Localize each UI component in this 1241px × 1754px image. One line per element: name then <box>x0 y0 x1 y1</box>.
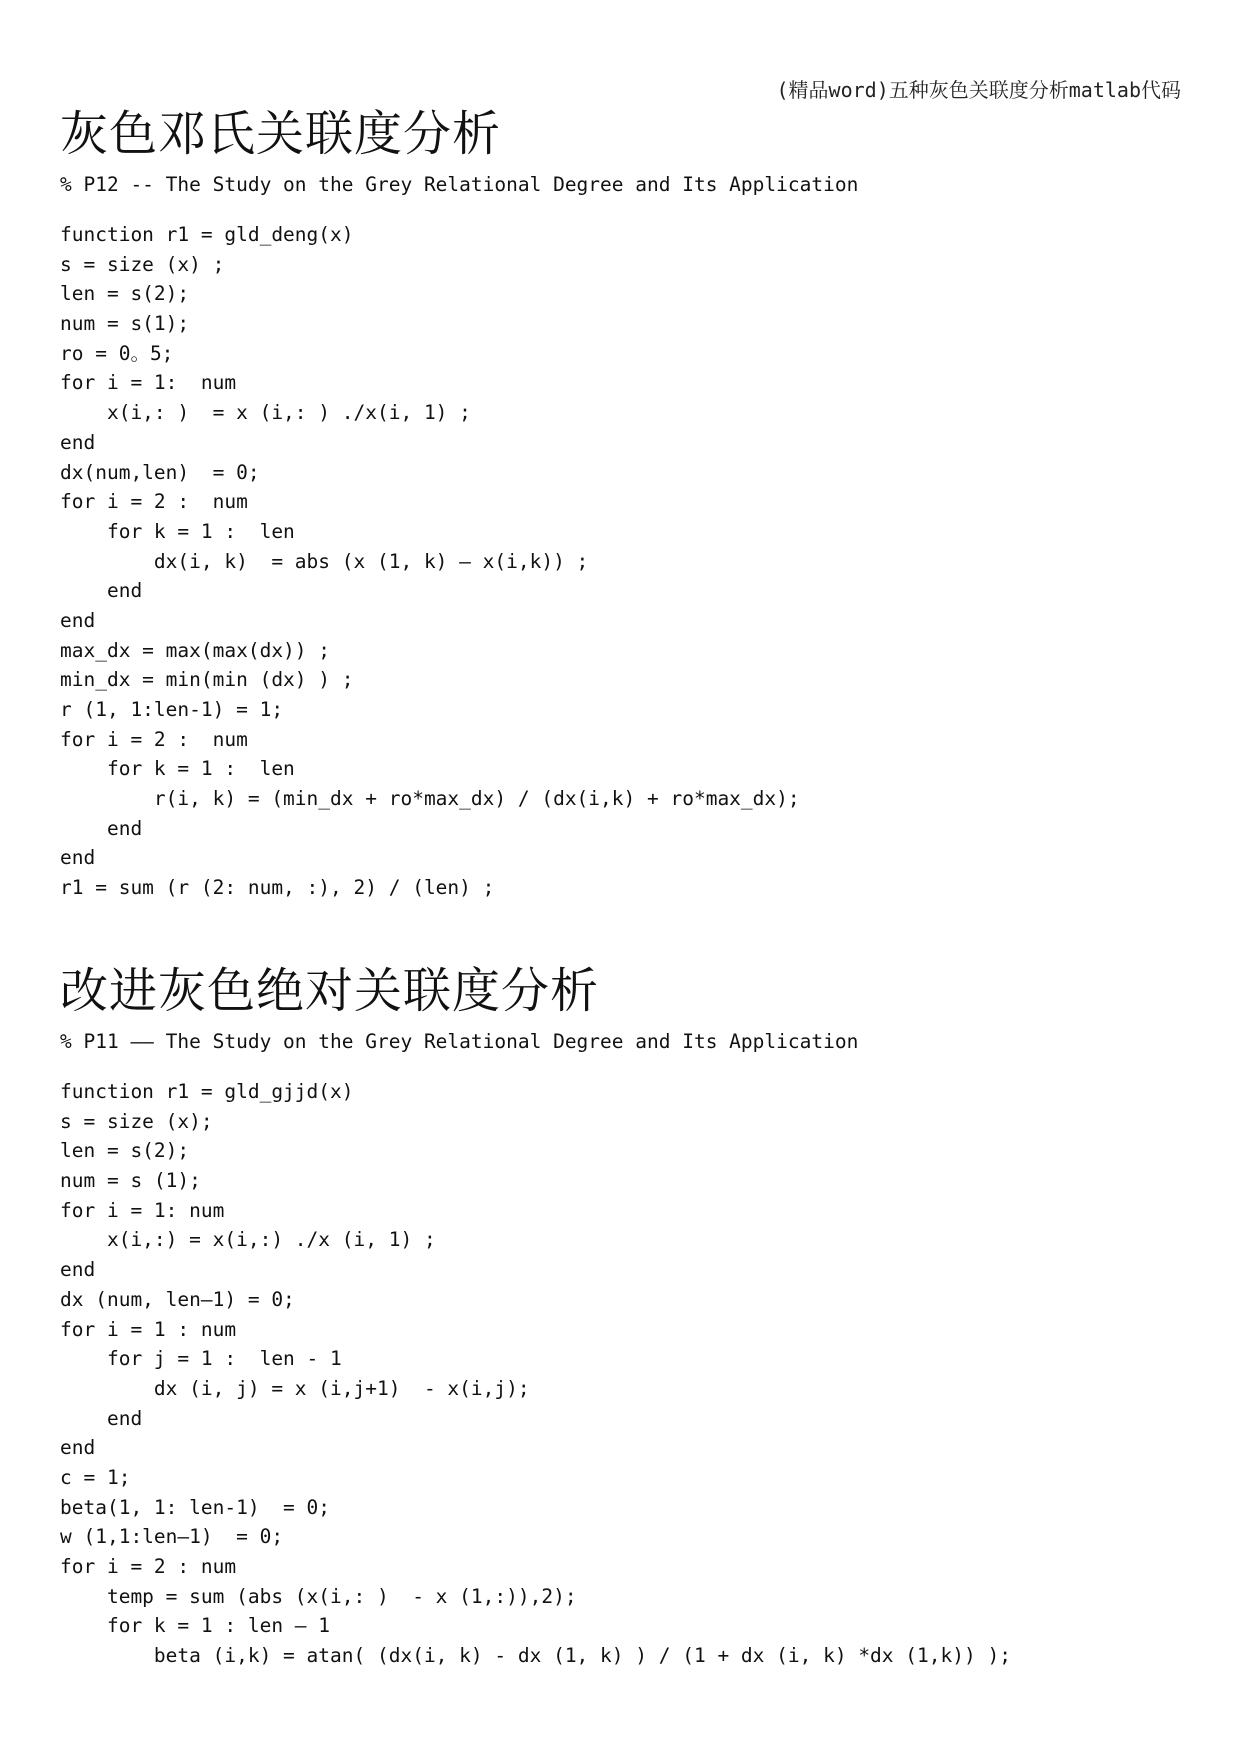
document-header: (精品word)五种灰色关联度分析matlab代码 <box>776 78 1181 102</box>
code-line: end <box>60 608 96 632</box>
code-line: s = size (x) ; <box>60 252 225 276</box>
code-line: s = size (x); <box>60 1109 213 1133</box>
code-line: for k = 1 : len <box>60 757 295 781</box>
code-line: r1 = sum (r (2: num, :), 2) / (len) ; <box>60 876 495 900</box>
code-line: len = s(2); <box>60 282 190 306</box>
code-line: for i = 2 : num <box>60 1555 237 1578</box>
code-block <box>60 220 1190 903</box>
code-comment: % P11 —— The Study on the Grey Relational Degree and Its Application <box>60 1030 859 1053</box>
code-line: max_dx = max(max(dx)) ; <box>60 638 331 662</box>
section-deng <box>60 98 1190 903</box>
code-line: min_dx = min(min (dx) ) ; <box>60 668 354 692</box>
code-line: for i = 1 : num <box>60 1317 237 1341</box>
code-line: end <box>60 1406 143 1430</box>
code-line: dx(i, k) = abs (x (1, k) — x(i,k)) ; <box>60 549 589 573</box>
code-comment: % P12 -- The Study on the Grey Relational Degree and Its Application <box>60 173 859 196</box>
code-line: ro = 0。5; <box>60 341 174 365</box>
code-line: for k = 1 : len <box>60 519 295 543</box>
code-line: dx (num, len—1) = 0; <box>60 1287 295 1311</box>
code-line: beta(1, 1: len-1) = 0; <box>60 1495 331 1519</box>
code-line: end <box>60 579 143 603</box>
code-line: for i = 2 : num <box>60 727 248 751</box>
section-heading: 灰色邓氏关联度分析 <box>60 106 502 162</box>
code-line: end <box>60 846 96 870</box>
code-line: c = 1; <box>60 1465 131 1489</box>
code-line: for k = 1 : len — 1 <box>60 1614 331 1638</box>
code-line: len = s(2); <box>60 1139 190 1163</box>
code-line: num = s(1); <box>60 312 190 336</box>
code-line: beta (i,k) = atan( (dx(i, k) - dx (1, k) ) / (1 + dx (i, k) *dx (1,k)) ); <box>60 1644 1011 1668</box>
code-block <box>60 1077 1190 1671</box>
code-line: end <box>60 816 143 840</box>
code-line: num = s (1); <box>60 1169 201 1193</box>
code-line: x(i,:) = x(i,:) ./x (i, 1) ; <box>60 1228 436 1252</box>
code-line: r (1, 1:len-1) = 1; <box>60 698 284 721</box>
code-line: for i = 1: num <box>60 1198 225 1222</box>
code-line: for j = 1 : len - 1 <box>60 1347 342 1371</box>
code-line: function r1 = gld_deng(x) <box>60 223 354 246</box>
section-gjjd <box>60 955 1190 1671</box>
code-line: end <box>60 1258 96 1282</box>
code-line: dx(num,len) = 0; <box>60 460 260 484</box>
code-line: function r1 = gld_gjjd(x) <box>60 1080 354 1103</box>
code-line: end <box>60 430 96 454</box>
code-line: w (1,1:len—1) = 0; <box>60 1525 284 1549</box>
code-line: r(i, k) = (min_dx + ro*max_dx) / (dx(i,k) + ro*max_dx); <box>60 787 800 811</box>
section-heading: 改进灰色绝对关联度分析 <box>60 963 600 1019</box>
code-line: temp = sum (abs (x(i,: ) - x (1,:)),2); <box>60 1584 577 1608</box>
code-line: end <box>60 1436 96 1460</box>
code-line: for i = 2 : num <box>60 490 248 514</box>
code-line: x(i,: ) = x (i,: ) ./x(i, 1) ; <box>60 401 471 425</box>
code-line: dx (i, j) = x (i,j+1) - x(i,j); <box>60 1376 530 1400</box>
code-line: for i = 1: num <box>60 371 237 395</box>
